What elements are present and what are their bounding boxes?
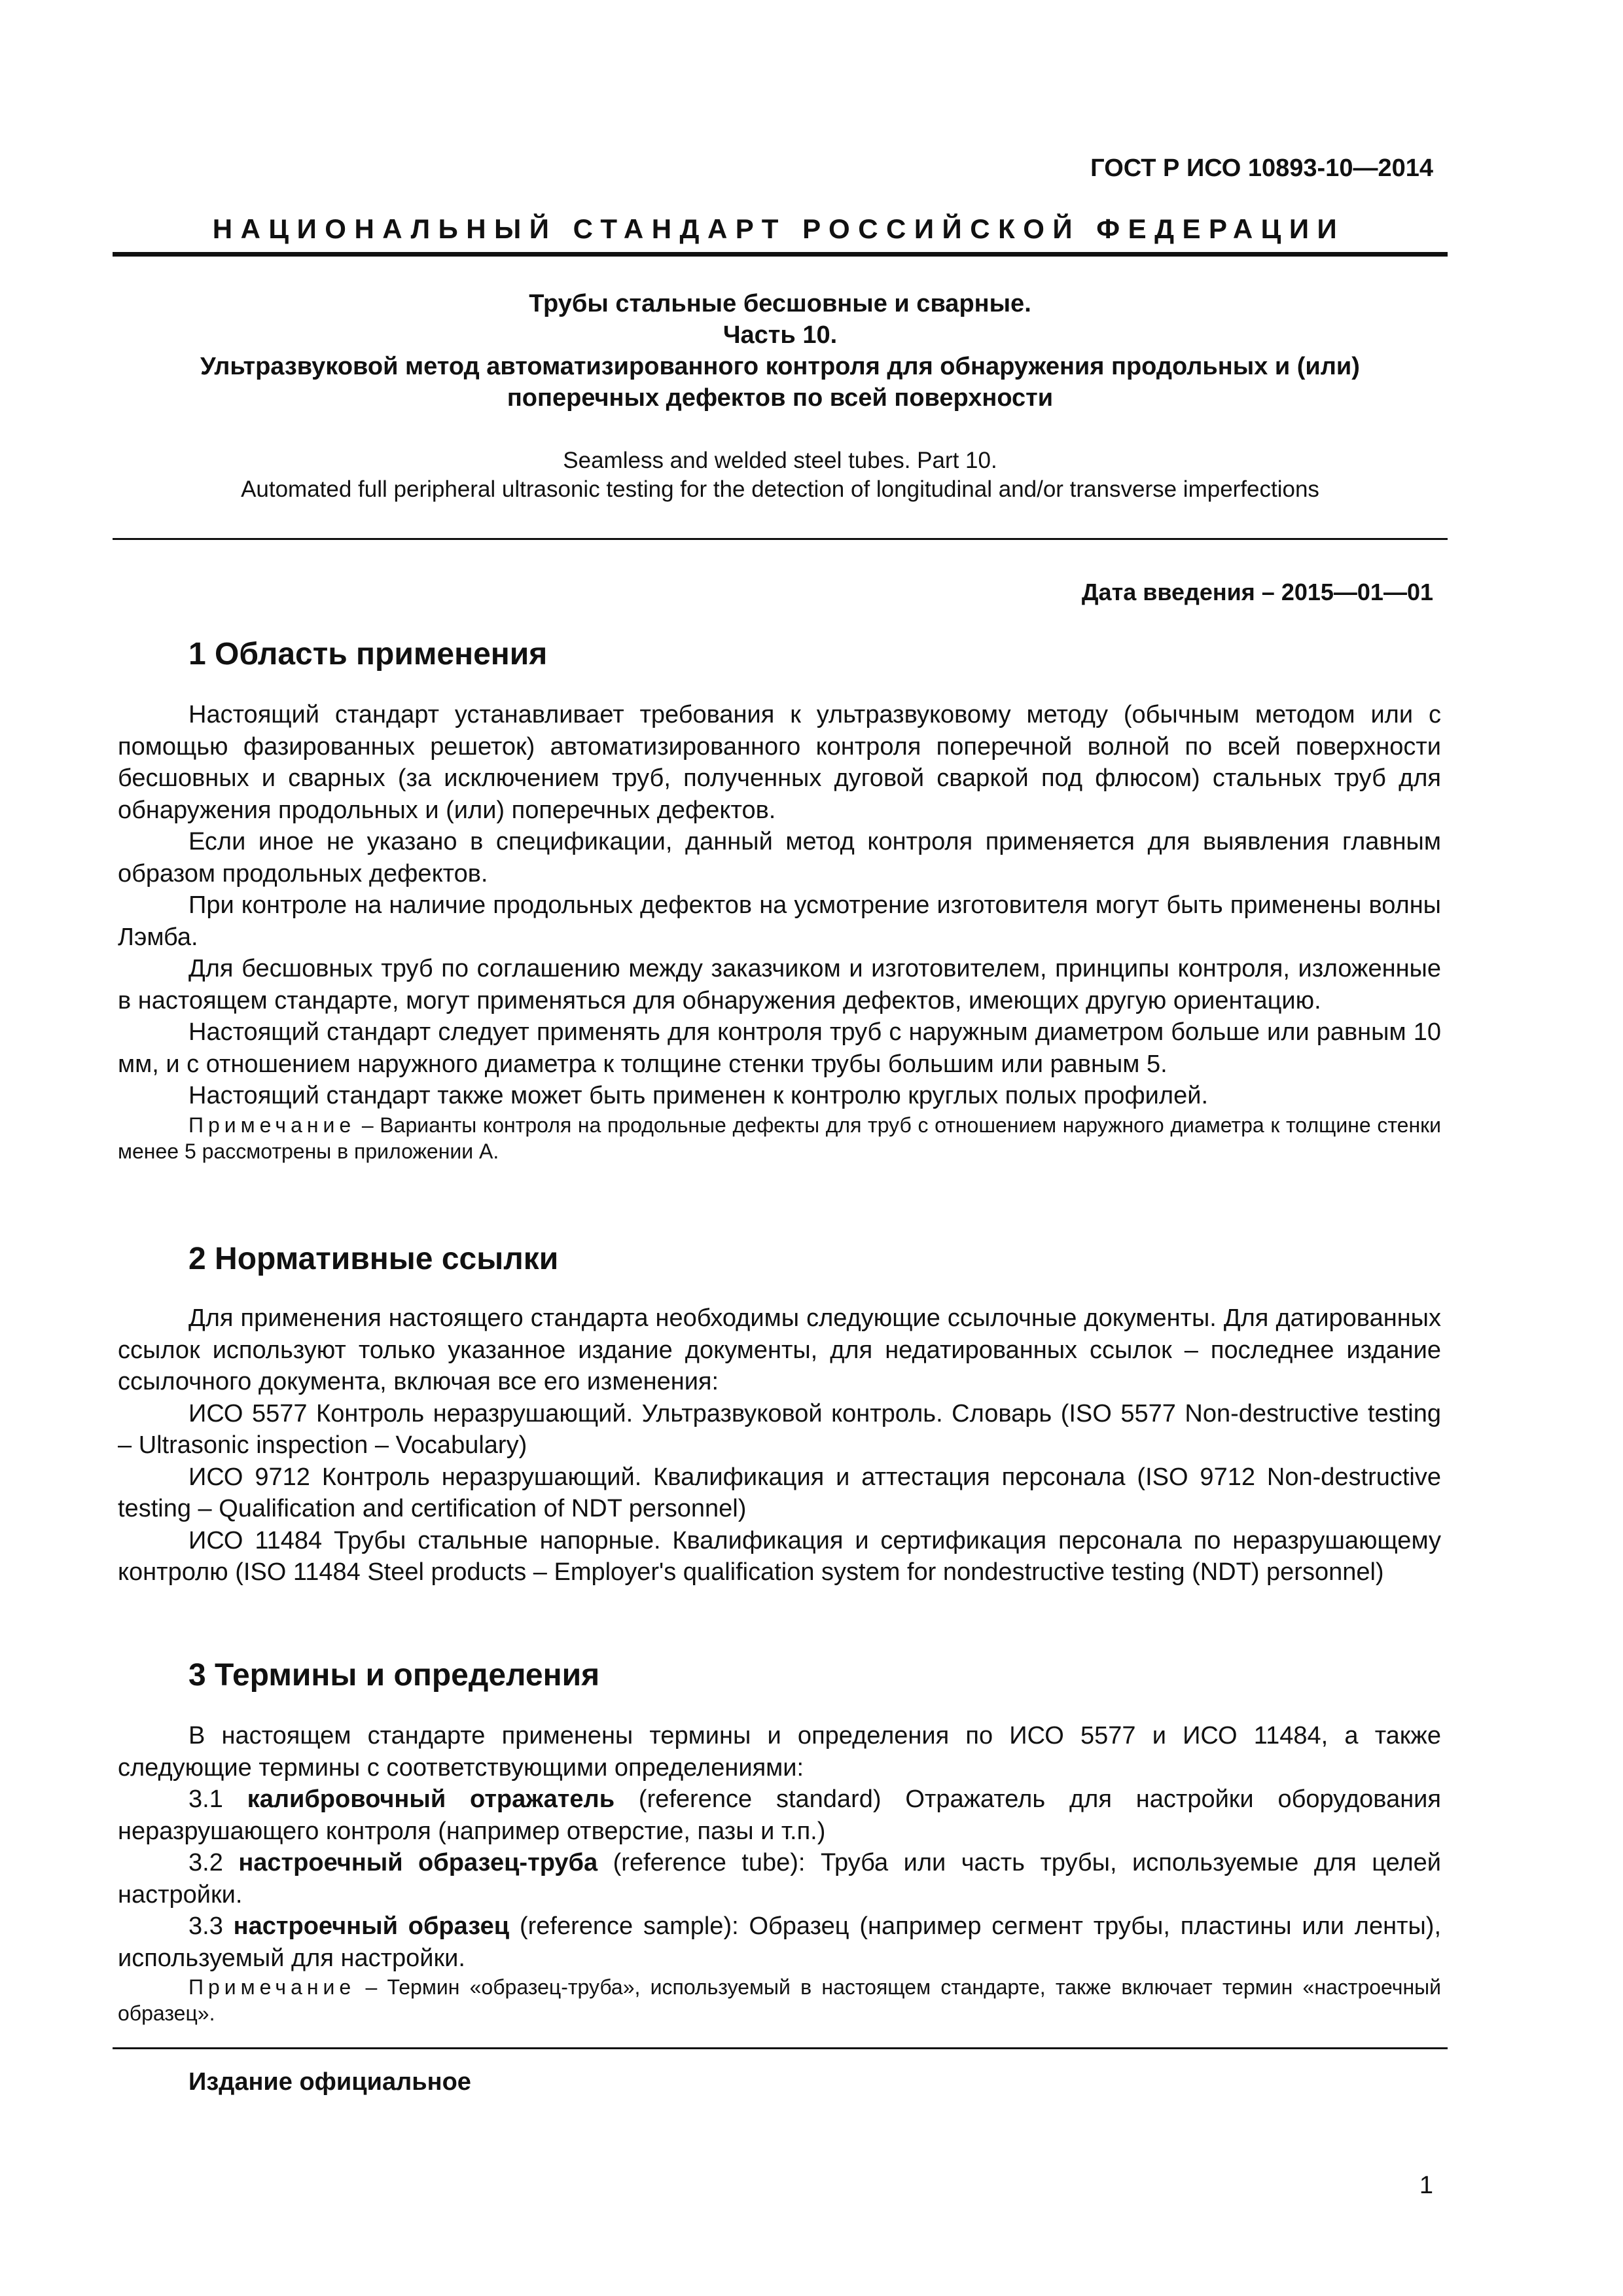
note-text: – Варианты контроля на продольные дефекты для труб с отношением наружного диаметра к толщине стенки менее 5 рассмотрены в приложении А.	[118, 1113, 1441, 1163]
footer-rule	[113, 2047, 1448, 2049]
paragraph: Для бесшовных труб по соглашению между заказчиком и изготовителем, принципы контроля, изложенные в настоящем стандарте, могут применяться для обнаружения дефектов, имеющих другую ориентацию.	[118, 955, 1441, 1014]
term-definition: (reference sample): Образец (например сегмент трубы, пластины или ленты), используемый для настройки.	[118, 1912, 1442, 1972]
national-standard-banner: НАЦИОНАЛЬНЫЙ СТАНДАРТ РОССИЙСКОЙ ФЕДЕРАЦИИ	[212, 213, 1346, 244]
term-entry	[118, 1910, 1441, 1974]
term-number: 3.2	[188, 1849, 239, 1876]
paragraph: В настоящем стандарте применены термины и определения по ИСО 5577 и ИСО 11484, а также следующие термины с соответствующими определениями:	[118, 1722, 1441, 1782]
section-2-heading: 2 Нормативные ссылки	[188, 1242, 559, 1276]
title-rule	[113, 538, 1448, 540]
paragraph: Настоящий стандарт устанавливает требования к ультразвуковому методу (обычным методом или с помощью фазированных решеток) автоматизированного контроля поперечной волной по всей поверхности бесшовных и сварных (за исключением труб, полученных дуговой сваркой под флюсом) стальных труб для обнаружения продольных и (или) поперечных дефектов.	[118, 701, 1441, 824]
paragraph: Для применения настоящего стандарта необходимы следующие ссылочные документы. Для датированных ссылок используют только указанное издание документы, для недатированных ссылок – последнее издание ссылочного документа, включая все его изменения:	[118, 1304, 1441, 1395]
section-3-body	[118, 1720, 1441, 2026]
paragraph: Настоящий стандарт также может быть применен к контролю круглых полых профилей.	[188, 1082, 1208, 1109]
paragraph: При контроле на наличие продольных дефектов на усмотрение изготовителя могут быть применены волны Лэмба.	[118, 891, 1441, 951]
section-1-heading: 1 Область применения	[188, 637, 548, 672]
term-name: настроечный образец	[233, 1912, 510, 1940]
section-1-body	[118, 699, 1441, 1164]
term-entry	[118, 1784, 1441, 1847]
official-edition-label: Издание официальное	[188, 2068, 471, 2096]
note-label: Примечание	[188, 1975, 356, 1999]
note-label: Примечание	[188, 1113, 356, 1137]
term-number: 3.1	[188, 1785, 247, 1813]
title-ru-line: Часть 10.	[722, 321, 838, 349]
paragraph: Если иное не указано в спецификации, данный метод контроля применяется для выявления главным образом продольных дефектов.	[118, 828, 1441, 888]
document-id: ГОСТ Р ИСО 10893-10—2014	[1090, 154, 1433, 182]
paragraph: Настоящий стандарт следует применять для контроля труб с наружным диаметром больше или равным 10 мм, и с отношением наружного диаметра к толщине стенки трубы большим или равным 5.	[118, 1018, 1441, 1078]
introduction-date: Дата введения – 2015—01—01	[1081, 579, 1433, 605]
title-en-line: Automated full peripheral ultrasonic testing for the detection of longitudinal and/or transverse imperfections	[241, 476, 1319, 502]
paragraph: ИСО 9712 Контроль неразрушающий. Квалификация и аттестация персонала (ISO 9712 Non-destructive testing – Qualification and certification of NDT personnel)	[118, 1463, 1441, 1522]
title-english	[113, 446, 1448, 504]
title-ru-line: Ультразвуковой метод автоматизированного контроля для обнаружения продольных и (или)	[200, 353, 1360, 380]
term-definition: (reference standard) Отражатель для настройки оборудования неразрушающего контроля (например отверстие, пазы и т.п.)	[118, 1785, 1441, 1845]
term-number: 3.3	[188, 1912, 234, 1940]
paragraph: ИСО 11484 Трубы стальные напорные. Квалификация и сертификация персонала по неразрушающему контролю (ISO 11484 Steel products – Employer's qualification system for nondestructive testing (NDT) personnel)	[118, 1526, 1441, 1586]
section-3-heading: 3 Термины и определения	[188, 1658, 600, 1693]
term-definition: (reference tube): Труба или часть трубы, используемые для целей настройки.	[118, 1849, 1441, 1909]
title-ru-line: поперечных дефектов по всей поверхности	[507, 384, 1054, 412]
term-name: настроечный образец-труба	[238, 1849, 598, 1876]
title-en-line: Seamless and welded steel tubes. Part 10.	[563, 448, 997, 473]
title-russian	[113, 288, 1448, 414]
term-name: калибровочный отражатель	[247, 1785, 615, 1813]
page-number: 1	[1419, 2172, 1433, 2199]
title-ru-line: Трубы стальные бесшовные и сварные.	[529, 290, 1031, 317]
paragraph: ИСО 5577 Контроль неразрушающий. Ультразвуковой контроль. Словарь (ISO 5577 Non-destructive testing – Ultrasonic inspection – Vocabulary)	[118, 1399, 1441, 1459]
header-rule	[113, 252, 1448, 257]
note-text: – Термин «образец-труба», используемый в настоящем стандарте, также включает термин «настроечный образец».	[118, 1975, 1441, 2025]
term-entry	[118, 1847, 1441, 1910]
section-2-body	[118, 1302, 1441, 1588]
note	[118, 1974, 1441, 2026]
note	[118, 1112, 1441, 1164]
